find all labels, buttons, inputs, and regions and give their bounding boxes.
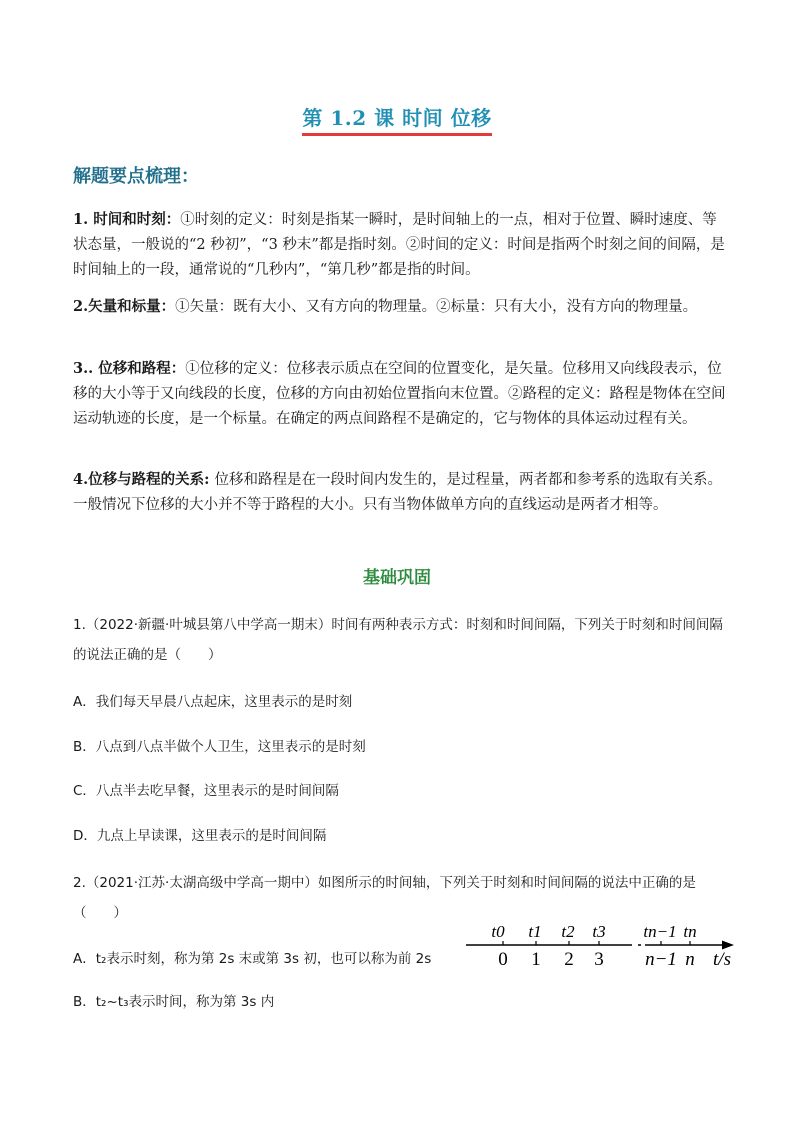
section-heading: 解题要点梳理：: [73, 166, 199, 187]
axis-label-t-s: t/s: [713, 949, 731, 970]
tick-label-n-minus-1: n−1: [645, 949, 677, 970]
question-1-option-d: D．九点上早读课，这里表示的是时间间隔: [73, 828, 327, 844]
basics-heading: 基础巩固: [363, 568, 431, 588]
top-label-t1: t1: [528, 922, 542, 941]
question-2-option-b: B．t₂~t₃表示时间，称为第 3s 内: [73, 994, 275, 1010]
top-label-tn: tn: [683, 922, 697, 941]
question-1-option-b: B．八点到八点半做个人卫生，这里表示的是时刻: [73, 739, 366, 755]
tick-label-2: 2: [564, 949, 574, 970]
top-label-t3: t3: [592, 922, 606, 941]
tick-label-n: n: [685, 949, 695, 970]
time-axis-figure: [462, 912, 742, 972]
page-title: 第 1.2 课 时间 位移: [0, 102, 794, 136]
point-1: 1. 时间和时刻：①时刻的定义：时刻是指某一瞬时，是时间轴上的一点，相对于位置、瞬时速度、等状态量，一般说的“2 秒初”，“3 秒末”都是指时刻。②时间的定义：时间是指两个时刻之间的间隔，是时间轴上的一段，通常说的“几秒内”，“第几秒”都是指的时间。: [73, 211, 725, 278]
question-1-option-c: C．八点半去吃早餐，这里表示的是时间间隔: [73, 783, 339, 799]
point-2: 2.矢量和标量：①矢量：既有大小、又有方向的物理量。②标量：只有大小，没有方向的物理量。: [73, 298, 698, 315]
question-1-stem: 1.（2022·新疆·叶城县第八中学高一期末）时间有两种表示方式：时刻和时间间隔，下列关于时刻和时间间隔的说法正确的是（ ）: [73, 617, 723, 663]
top-label-t2: t2: [561, 922, 575, 941]
point-4: 4.位移与路程的关系: 位移和路程是在一段时间内发生的，是过程量，两者都和参考系的选取有关系。一般情况下位移的大小并不等于路程的大小。只有当物体做单方向的直线运动是两者才相等。: [73, 471, 723, 513]
top-label-t0: t0: [491, 922, 505, 941]
question-2-option-a: A．t₂表示时刻，称为第 2s 末或第 3s 初，也可以称为前 2s: [73, 951, 432, 967]
question-2-stem: 2.（2021·江苏·太湖高级中学高一期中）如图所示的时间轴，下列关于时刻和时间间隔的说法中正确的是（ ）: [73, 875, 696, 921]
tick-label-1: 1: [531, 949, 541, 970]
point-3: 3.. 位移和路程：①位移的定义：位移表示质点在空间的位置变化，是矢量。位移用又向线段表示，位移的大小等于又向线段的长度，位移的方向由初始位置指向末位置。②路程的定义：路程是物体在空间运动轨迹的长度，是一个标量。在确定的两点间路程不是确定的，它与物体的具体运动过程有关。: [73, 360, 726, 427]
tick-label-3: 3: [594, 949, 604, 970]
top-label-tn-minus-1: tn−1: [643, 922, 677, 941]
tick-label-0: 0: [498, 949, 508, 970]
question-1-option-a: A．我们每天早晨八点起床，这里表示的是时刻: [73, 694, 353, 710]
